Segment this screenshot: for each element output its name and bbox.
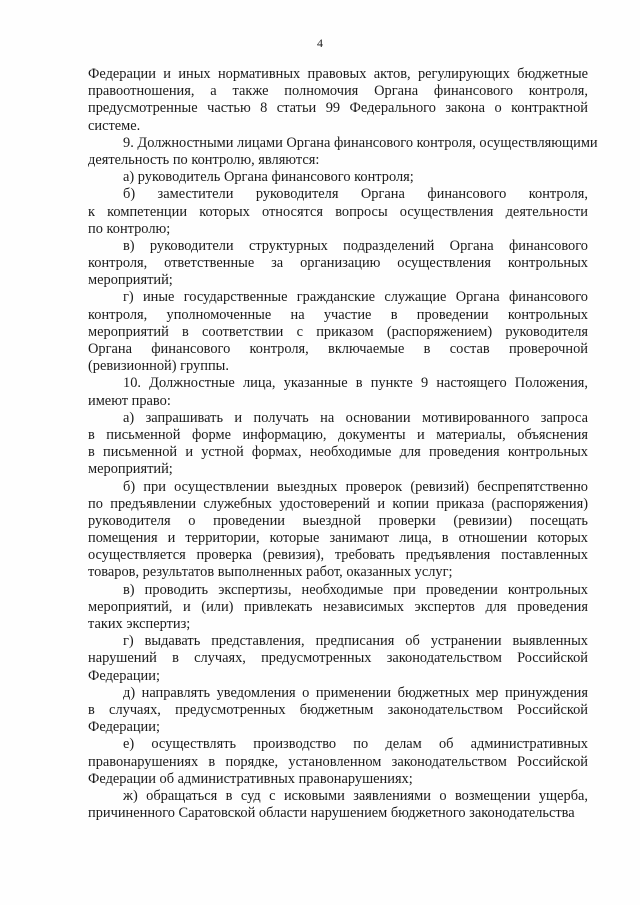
paragraph-line: г) выдавать представления, предписания об устранении выявленных [123, 633, 588, 650]
paragraph-line: контроля, уполномоченные на участие в проведении контрольных [88, 306, 588, 323]
paragraph-line: причиненного Саратовской области нарушением бюджетного законодательства [88, 805, 575, 822]
paragraph-line: контроля, ответственные за организацию осуществления контрольных [88, 255, 588, 272]
paragraph [88, 479, 588, 582]
paragraph [88, 169, 588, 186]
paragraph-line: мероприятий в соответствии с приказом (распоряжением) руководителя [88, 323, 588, 340]
paragraph-line: осуществляется проверка (ревизия), требовать предъявления поставленных [88, 547, 588, 564]
paragraph-line: предусмотренные частью 8 статьи 99 Федерального закона о контрактной [88, 100, 588, 117]
paragraph-line: по контролю; [88, 220, 171, 237]
paragraph-line: а) руководитель Органа финансового контроля; [123, 169, 414, 186]
paragraph-line: таких экспертиз; [88, 616, 191, 632]
paragraph-line: нарушений в случаях, предусмотренных законодательством Российской [88, 650, 588, 667]
paragraph [88, 736, 588, 788]
paragraph-line: в письменной и устной формах, необходимые для проведения контрольных [88, 444, 588, 461]
paragraph [88, 788, 588, 822]
paragraph-line: по предъявлении служебных удостоверений и копии приказа (распоряжения) [88, 495, 588, 512]
paragraph-line: правонарушениях в порядке, установленном законодательством Российской [88, 753, 588, 770]
page-number: 4 [317, 36, 323, 50]
paragraph-line: в письменной форме информацию, документы и материалы, объяснения [88, 426, 588, 443]
paragraph [88, 238, 588, 290]
paragraph-line: 10. Должностные лица, указанные в пункте 9 настоящего Положения, [123, 375, 588, 392]
paragraph-line: к компетенции которых относятся вопросы осуществления деятельности [88, 203, 588, 220]
paragraph [88, 685, 588, 737]
paragraph-line: Органа финансового контроля, включаемые в состав проверочной [88, 341, 588, 357]
paragraph-line: руководителя о проведении выездной проверки (ревизии) посещать [88, 512, 588, 529]
paragraph-line: мероприятий; [88, 461, 173, 478]
paragraph-line: в) проводить экспертизы, необходимые при проведении контрольных [123, 581, 588, 598]
paragraph-line: системе. [88, 117, 141, 134]
paragraph-line: д) направлять уведомления о применении бюджетных мер принуждения [123, 684, 588, 701]
paragraph-line: г) иные государственные гражданские служащие Органа финансового [123, 289, 588, 306]
paragraph [88, 134, 598, 169]
paragraph-line: 9. Должностными лицами Органа финансового контроля, осуществляющими [123, 134, 598, 151]
paragraph [88, 186, 588, 238]
paragraph [88, 410, 588, 479]
paragraph [88, 66, 588, 135]
paragraph-line: б) при осуществлении выездных проверок (ревизий) беспрепятственно [123, 478, 588, 495]
paragraph-line: (ревизионной) группы. [88, 358, 229, 375]
paragraph-line: Федерации об административных правонарушениях; [88, 770, 413, 787]
paragraph [88, 633, 588, 685]
paragraph-line: в) руководители структурных подразделений Органа финансового [123, 237, 588, 254]
paragraph [88, 375, 588, 409]
paragraph-line: помещения и территории, которые занимают лица, в отношении которых [88, 530, 588, 547]
paragraph-line: товаров, результатов выполненных работ, оказанных услуг; [88, 564, 453, 581]
paragraph-line: б) заместители руководителя Органа финансового контроля, [123, 186, 588, 203]
paragraph-line: деятельность по контролю, являются: [88, 151, 320, 168]
paragraph [88, 582, 588, 634]
paragraph-line: Федерации и иных нормативных правовых актов, регулирующих бюджетные [88, 66, 588, 82]
paragraph-line: мероприятий; [88, 272, 173, 289]
paragraph-line: Федерации; [88, 719, 160, 736]
paragraph [88, 289, 588, 375]
paragraph-line: Федерации; [88, 667, 160, 684]
paragraph-line: имеют право: [88, 392, 171, 409]
paragraph-line: мероприятий, и (или) привлекать независимых экспертов для проведения [88, 598, 588, 615]
paragraph-line: а) запрашивать и получать на основании мотивированного запроса [123, 409, 588, 426]
paragraph-line: правоотношения, а также полномочия Органа финансового контроля, [88, 83, 588, 100]
paragraph-line: в случаях, предусмотренных бюджетным законодательством Российской [88, 701, 588, 718]
paragraph-line: е) осуществлять производство по делам об административных [123, 736, 588, 753]
paragraph-line: ж) обращаться в суд с исковыми заявлениями о возмещении ущерба, [123, 787, 588, 804]
document-body [88, 66, 598, 822]
